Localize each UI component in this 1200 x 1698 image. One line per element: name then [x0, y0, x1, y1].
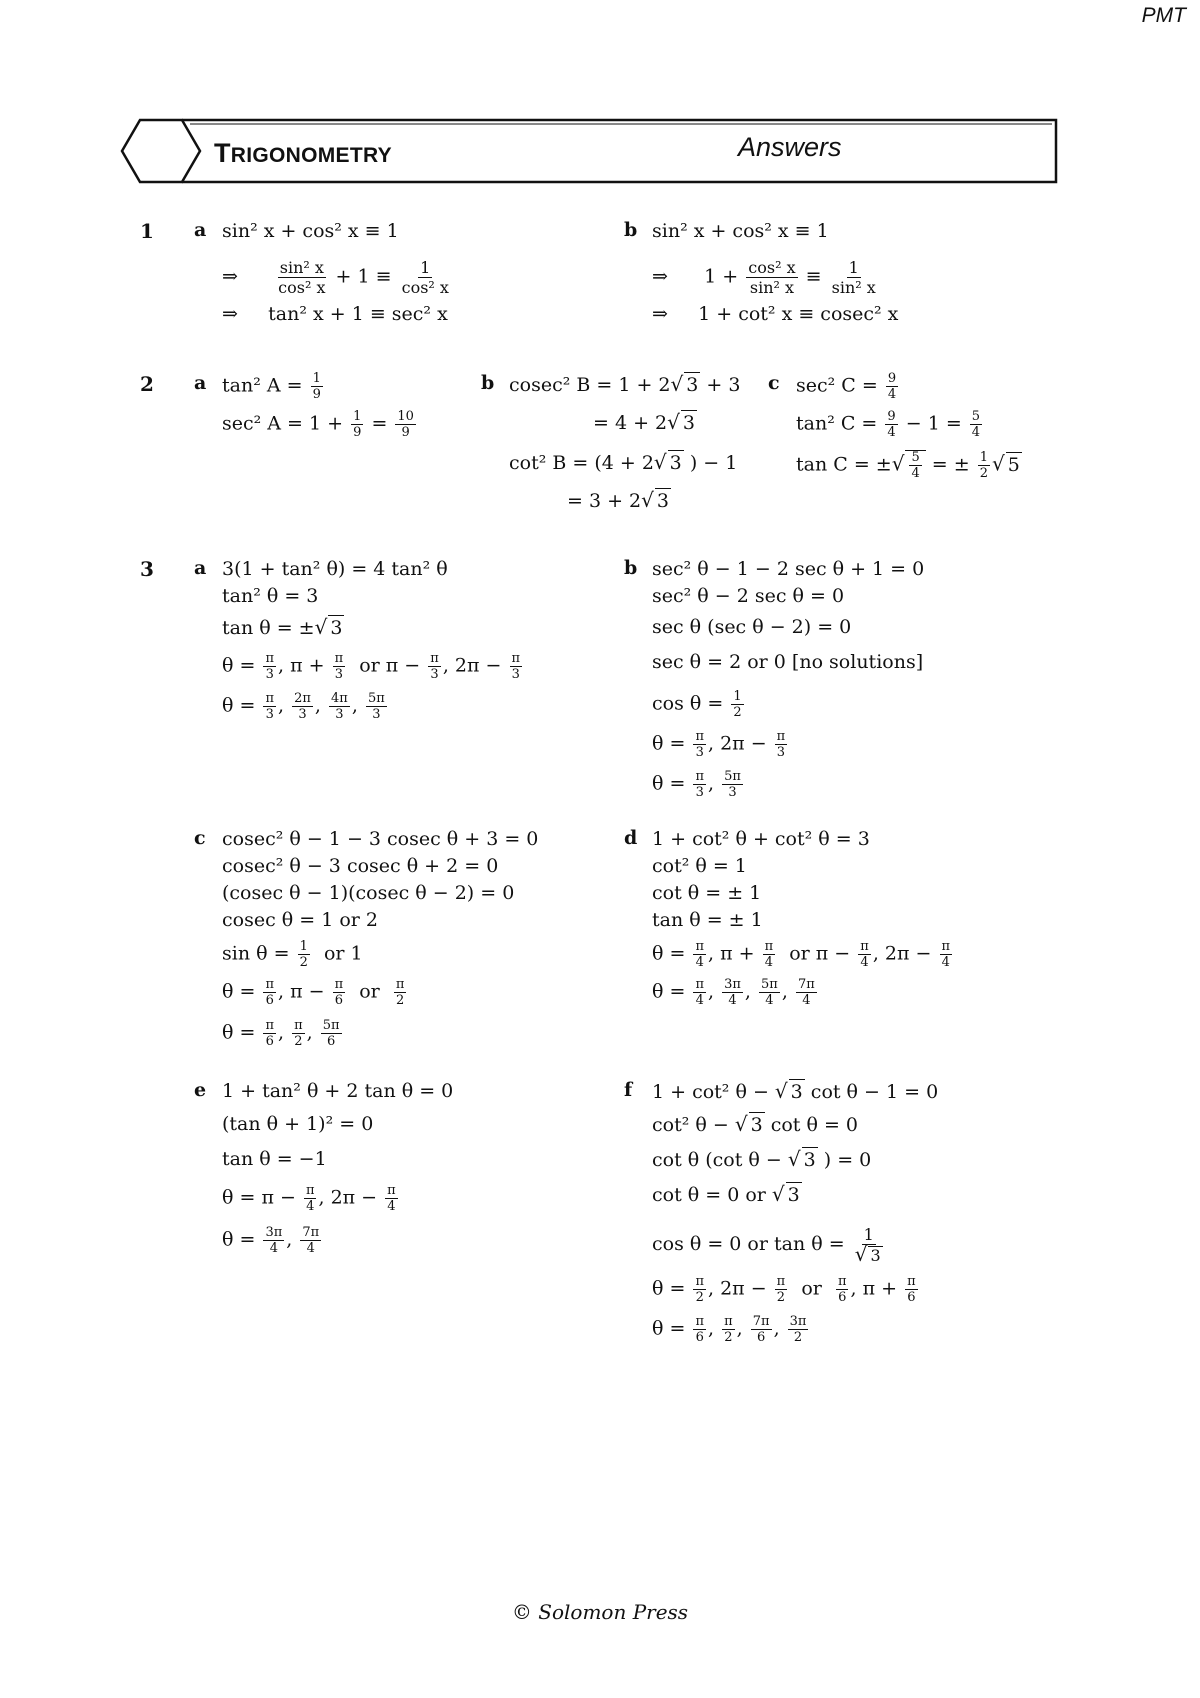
- step-7: θ = $\frac{\pi}{3}$ , $\frac{5\pi}{3}$: [652, 769, 741, 800]
- step-3: cot θ = ± 1: [652, 882, 762, 904]
- step-2: cosec² θ − 3 cosec θ + 2 = 0: [222, 855, 499, 877]
- footer-copyright: © Solomon Press: [511, 1600, 689, 1624]
- step-3: ⇒ tan² x + 1 ≡ sec² x: [222, 303, 448, 325]
- step-7: θ = $\frac{\pi}{6}$ , $\frac{\pi}{2}$ , $\frac{5\pi}{6}$: [222, 1018, 340, 1049]
- step-6: θ = $\frac{\pi}{2}$ , 2π − $\frac{\pi}{2}$ or $\frac{\pi}{6}$ , π + $\frac{\pi}{6}$: [652, 1274, 916, 1305]
- part-label: f: [624, 1079, 633, 1101]
- question-number-1: 1: [140, 219, 154, 243]
- step-7: θ = $\frac{\pi}{6}$ , $\frac{\pi}{2}$ , $\frac{7\pi}{6}$ , $\frac{3\pi}{2}$: [652, 1314, 807, 1345]
- part-label: d: [624, 827, 638, 849]
- answers-label: Answers: [738, 132, 842, 162]
- step-3: cot² B = (4 + 2√ 3 ) − 1: [509, 450, 738, 474]
- step-1: cosec² θ − 1 − 3 cosec θ + 3 = 0: [222, 828, 539, 850]
- step-3: tan θ = ±√ 3: [222, 615, 343, 639]
- part-label: a: [194, 372, 207, 394]
- step-4: = 3 + 2√ 3: [567, 488, 669, 512]
- part-label: e: [194, 1079, 207, 1101]
- step-2: sec² A = 1 + $\frac{1}{9}$ = $\frac{10}{9}$: [222, 409, 414, 440]
- step-3: sec θ (sec θ − 2) = 0: [652, 616, 852, 638]
- step-3: cot θ (cot θ − √ 3 ) = 0: [652, 1147, 872, 1171]
- step-4: θ = π − $\frac{\pi}{4}$ , 2π − $\frac{\pi}{4}$: [222, 1183, 396, 1214]
- step-3: (cosec θ − 1)(cosec θ − 2) = 0: [222, 882, 515, 904]
- step-6: θ = $\frac{\pi}{4}$ , $\frac{3\pi}{4}$ , $\frac{5\pi}{4}$ , $\frac{7\pi}{4}$: [652, 977, 815, 1008]
- part-label: c: [194, 827, 206, 849]
- step-1: sec² C = $\frac{9}{4}$: [796, 371, 897, 402]
- part-label: c: [768, 372, 780, 394]
- part-label: a: [194, 557, 207, 579]
- part-label: b: [481, 372, 495, 394]
- step-1: 3(1 + tan² θ) = 4 tan² θ: [222, 558, 448, 580]
- step-2: ⇒ 1 + $\frac{\text{cos² x}}{\text{sin² x}}$ ≡ $\frac{1}{\text{sin² x}}$: [652, 258, 876, 297]
- step-4: cot θ = 0 or √ 3: [652, 1182, 800, 1206]
- part-label: b: [624, 557, 638, 579]
- chapter-title: TRIGONOMETRY: [214, 138, 392, 168]
- part-label: b: [624, 219, 638, 241]
- step-1: 1 + tan² θ + 2 tan θ = 0: [222, 1080, 454, 1102]
- step-3: tan θ = −1: [222, 1148, 327, 1170]
- step-2: sec² θ − 2 sec θ = 0: [652, 585, 845, 607]
- step-3: ⇒ 1 + cot² x ≡ cosec² x: [652, 303, 899, 325]
- step-1: sec² θ − 1 − 2 sec θ + 1 = 0: [652, 558, 925, 580]
- step-5: cos θ = 0 or tan θ = $\frac{1}{√ 3}$: [652, 1225, 881, 1266]
- step-2: tan² θ = 3: [222, 585, 319, 607]
- step-4: cosec θ = 1 or 2: [222, 909, 378, 931]
- step-2: cot² θ − √ 3 cot θ = 0: [652, 1112, 858, 1136]
- step-4: tan θ = ± 1: [652, 909, 763, 931]
- question-number-2: 2: [140, 372, 154, 396]
- step-6: θ = $\frac{\pi}{3}$ , 2π − $\frac{\pi}{3}$: [652, 729, 786, 760]
- step-1: cosec² B = 1 + 2√ 3 + 3: [509, 372, 741, 396]
- step-5: sin θ = $\frac{1}{2}$ or 1: [222, 939, 363, 970]
- step-4: sec θ = 2 or 0 [no solutions]: [652, 651, 924, 673]
- step-2: ⇒ $\frac{\text{sin² x}}{\text{cos² x}}$ + 1 ≡ $\frac{1}{\text{cos² x}}$: [222, 258, 449, 297]
- step-4: θ = $\frac{\pi}{3}$ , π + $\frac{\pi}{3}$ or π − $\frac{\pi}{3}$ , 2π − $\frac{\pi}{3}$: [222, 651, 521, 682]
- corner-label: PMT: [1141, 4, 1186, 27]
- part-label: a: [194, 219, 207, 241]
- step-5: θ = $\frac{\pi}{3}$ , $\frac{2\pi}{3}$ , $\frac{4\pi}{3}$ , $\frac{5\pi}{3}$: [222, 691, 385, 722]
- step-5: cos θ = $\frac{1}{2}$: [652, 689, 742, 720]
- step-2: cot² θ = 1: [652, 855, 747, 877]
- step-1: 1 + cot² θ + cot² θ = 3: [652, 828, 870, 850]
- question-number-3: 3: [140, 557, 154, 581]
- step-3: tan C = ±√ $\frac{5}{4}$ = ± $\frac{1}{2}$ √ 5: [796, 450, 1020, 481]
- chapter-banner: [118, 118, 1058, 184]
- step-5: θ = $\frac{3\pi}{4}$ , $\frac{7\pi}{4}$: [222, 1225, 320, 1256]
- step-1: sin² x + cos² x ≡ 1: [652, 220, 829, 242]
- step-5: θ = $\frac{\pi}{4}$ , π + $\frac{\pi}{4}$ or π − $\frac{\pi}{4}$ , 2π − $\frac{\pi}{4}$: [652, 939, 951, 970]
- step-2: = 4 + 2√ 3: [593, 410, 695, 434]
- step-1: tan² A = $\frac{1}{9}$: [222, 371, 321, 402]
- step-2: (tan θ + 1)² = 0: [222, 1113, 374, 1135]
- step-1: sin² x + cos² x ≡ 1: [222, 220, 399, 242]
- step-6: θ = $\frac{\pi}{6}$ , π − $\frac{\pi}{6}$ or $\frac{\pi}{2}$: [222, 977, 405, 1008]
- step-2: tan² C = $\frac{9}{4}$ − 1 = $\frac{5}{4}$: [796, 409, 981, 440]
- step-1: 1 + cot² θ − √ 3 cot θ − 1 = 0: [652, 1079, 939, 1103]
